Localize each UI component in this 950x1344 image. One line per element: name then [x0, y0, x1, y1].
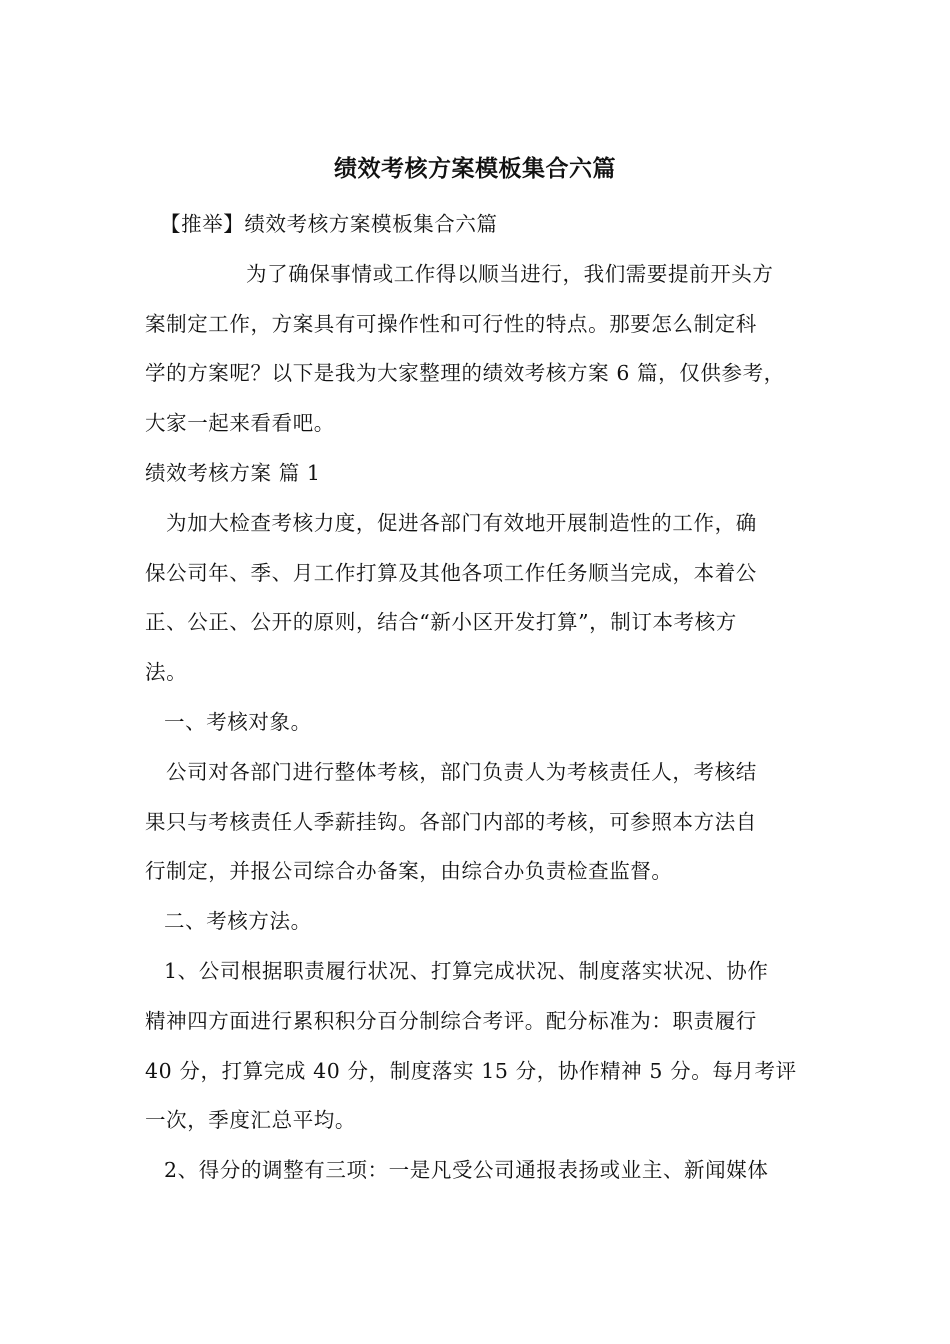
- paragraph-line: 行制定，并报公司综合办备案，由综合办负责检查监督。: [145, 859, 673, 883]
- paragraph-line: 精神四方面进行累积积分百分制综合考评。配分标准为：职责履行: [145, 1009, 757, 1033]
- paragraph-line: 正、公正、公开的原则，结合“新小区开发打算”，制订本考核方: [145, 610, 737, 634]
- paragraph-line: 1、公司根据职责履行状况、打算完成状况、制度落实状况、协作: [164, 959, 769, 983]
- paragraph-line: 学的方案呢？以下是我为大家整理的绩效考核方案 6 篇，仅供参考，: [145, 361, 785, 385]
- subtitle-line: 【推举】绩效考核方案模板集合六篇: [160, 212, 498, 236]
- paragraph-line: 为了确保事情或工作得以顺当进行，我们需要提前开头方: [246, 262, 774, 286]
- paragraph-line: 2、得分的调整有三项：一是凡受公司通报表扬或业主、新闻媒体: [164, 1158, 769, 1182]
- paragraph-line: 公司对各部门进行整体考核，部门负责人为考核责任人，考核结: [166, 760, 757, 784]
- paragraph-line: 果只与考核责任人季薪挂钩。各部门内部的考核，可参照本方法自: [145, 810, 757, 834]
- document-title: 绩效考核方案模板集合六篇: [334, 156, 616, 182]
- section-heading: 绩效考核方案 篇 1: [145, 461, 321, 485]
- paragraph-line: 法。: [145, 660, 188, 684]
- subheading: 二、考核方法。: [164, 909, 312, 933]
- paragraph-line: 一次，季度汇总平均。: [145, 1108, 356, 1132]
- paragraph-line: 保公司年、季、月工作打算及其他各项工作任务顺当完成，本着公: [145, 561, 757, 585]
- paragraph-line: 为加大检查考核力度，促进各部门有效地开展制造性的工作，确: [166, 511, 757, 535]
- paragraph-line: 40 分，打算完成 40 分，制度落实 15 分，协作精神 5 分。每月考评: [145, 1059, 797, 1083]
- subheading: 一、考核对象。: [164, 710, 312, 734]
- paragraph-line: 案制定工作，方案具有可操作性和可行性的特点。那要怎么制定科: [145, 312, 757, 336]
- paragraph-line: 大家一起来看看吧。: [145, 411, 335, 435]
